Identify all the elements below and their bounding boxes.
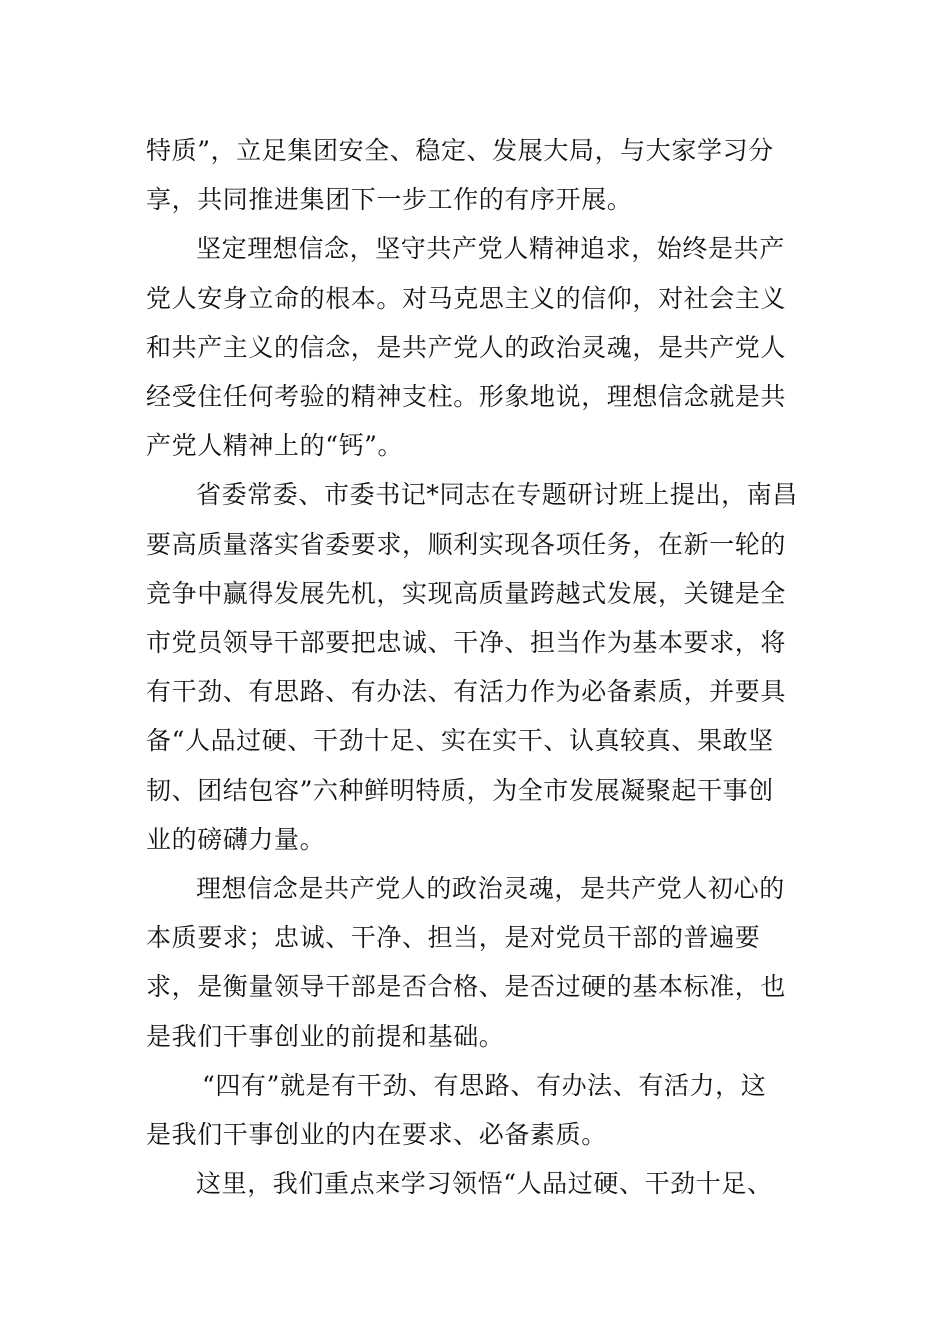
document-body (146, 126, 796, 1208)
text-line-19: 是我们干事创业的前提和基础。 (146, 1021, 505, 1051)
text-line-2: 享，共同推进集团下一步工作的有序开展。 (146, 185, 633, 215)
text-line-7: 产党人精神上的“钙”。 (146, 431, 404, 461)
paragraph-start-line: “四有”就是有干劲、有思路、有办法、有活力，这 (202, 1070, 767, 1100)
text-line-10: 竞争中赢得发展先机，实现高质量跨越式发展，关键是全 (146, 578, 787, 608)
text-line-6: 经受住任何考验的精神支柱。形象地说，理想信念就是共 (146, 382, 787, 412)
text-line-4: 党人安身立命的根本。对马克思主义的信仰，对社会主义 (146, 283, 787, 313)
paragraph-start-line: 这里，我们重点来学习领悟“人品过硬、干劲十足、 (196, 1169, 773, 1199)
text-line-13: 备“人品过硬、干劲十足、实在实干、认真较真、果敢坚 (146, 726, 774, 756)
text-line-15: 业的磅礴力量。 (146, 824, 326, 854)
text-line-18: 求，是衡量领导干部是否合格、是否过硬的基本标准，也 (146, 972, 787, 1002)
text-line-1: 特质”，立足集团安全、稳定、发展大局，与大家学习分 (146, 136, 774, 165)
text-line-21: 是我们干事创业的内在要求、必备素质。 (146, 1120, 607, 1150)
text-line-14: 韧、团结包容”六种鲜明特质，为全市发展凝聚起干事创 (146, 775, 774, 805)
text-line-9: 要高质量落实省委要求，顺利实现各项任务，在新一轮的 (146, 529, 787, 559)
paragraph-start-line: 理想信念是共产党人的政治灵魂，是共产党人初心的 (196, 874, 785, 904)
text-line-5: 和共产主义的信念，是共产党人的政治灵魂，是共产党人 (146, 332, 787, 362)
text-line-11: 市党员领导干部要把忠诚、干净、担当作为基本要求，将 (146, 628, 787, 658)
paragraph-start-line: 坚定理想信念，坚守共产党人精神追求，始终是共产 (196, 234, 785, 264)
text-line-17: 本质要求；忠诚、干净、担当，是对党员干部的普遍要 (146, 923, 761, 953)
paragraph-start-line: 省委常委、市委书记*同志在专题研讨班上提出，南昌 (196, 480, 798, 510)
text-line-12: 有干劲、有思路、有办法、有活力作为必备素质，并要具 (146, 677, 787, 707)
